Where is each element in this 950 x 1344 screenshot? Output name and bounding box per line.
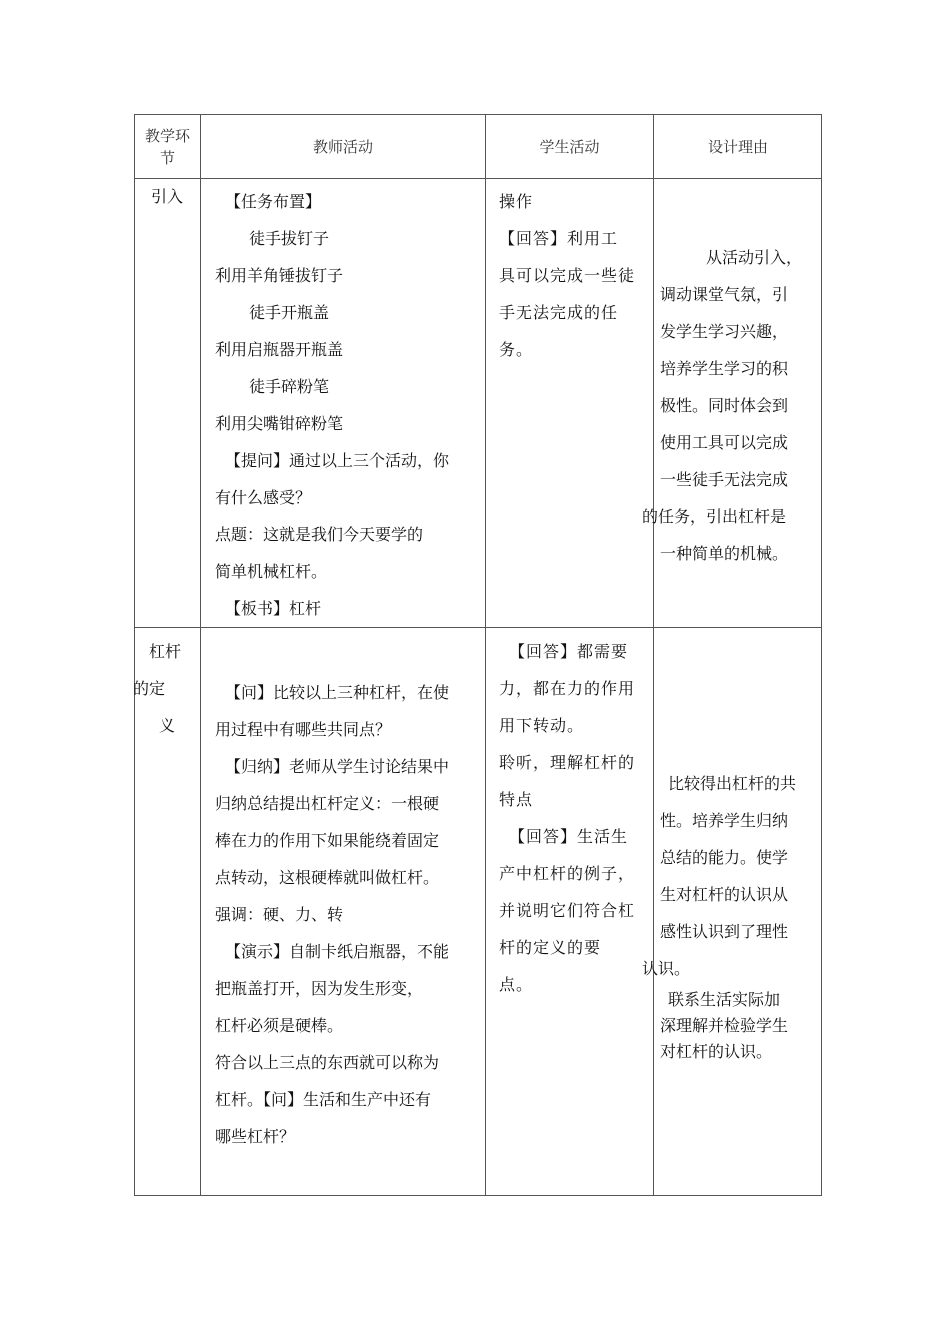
text-line: 哪些杠杆？ <box>215 1127 296 1146</box>
text-line: 【回答】都需要 <box>509 642 629 661</box>
text-line: 【回答】生活生 <box>509 827 629 846</box>
text-line: 从活动引入， <box>706 248 803 267</box>
design-reason-definition <box>642 765 797 1065</box>
text-line: 特点 <box>499 790 534 809</box>
text-line: 【演示】自制卡纸启瓶器，不能 <box>225 942 450 961</box>
text-line: 手无法完成的任 <box>499 303 619 322</box>
text-line: 义 <box>159 716 176 735</box>
text-line: 利用羊角锤拔钉子 <box>215 266 344 285</box>
text-line: 【回答】利用工 <box>499 229 619 248</box>
text-line: 培养学生学习的积 <box>660 359 789 378</box>
student-activity-definition <box>499 633 635 1003</box>
header-stage-line1: 教学环 <box>144 126 190 145</box>
text-line: 感性认识到了理性 <box>660 922 789 941</box>
text-line: 性。培养学生归纳 <box>660 811 789 830</box>
row-divider <box>135 627 821 628</box>
text-line: 棒在力的作用下如果能绕着固定 <box>215 831 440 850</box>
text-line: 【归纳】老师从学生讨论结果中 <box>225 757 450 776</box>
text-line: 总结的能力。使学 <box>660 848 789 867</box>
column-divider <box>653 115 654 1195</box>
header-reason: 设计理由 <box>707 138 768 156</box>
text-line: 【问】比较以上三种杠杆，在使 <box>225 683 450 702</box>
text-line: 把瓶盖打开，因为发生形变， <box>215 979 424 998</box>
text-line: 一些徒手无法完成 <box>660 470 789 489</box>
text-line: 点。 <box>499 975 534 994</box>
text-line: 具可以完成一些徒 <box>499 266 636 285</box>
text-line: 用下转动。 <box>499 716 585 735</box>
text-line: 【提问】通过以上三个活动，你 <box>225 451 450 470</box>
text-line: 联系生活实际加 <box>668 990 781 1009</box>
text-line: 生对杠杆的认识从 <box>660 885 789 904</box>
text-line: 利用启瓶器开瓶盖 <box>215 340 344 359</box>
text-line: 认识。 <box>642 959 691 978</box>
text-line: 一种简单的机械。 <box>660 544 789 563</box>
text-line: 务。 <box>499 340 534 359</box>
design-reason-intro <box>642 239 803 572</box>
text-line: 操作 <box>499 192 534 211</box>
teacher-activity-definition <box>215 674 449 1155</box>
header-stage <box>135 115 200 178</box>
text-line: 调动课堂气氛，引 <box>660 285 789 304</box>
text-line: 深理解并检验学生 <box>660 1016 789 1035</box>
text-line: 有什么感受？ <box>215 488 312 507</box>
text-line: 的定 <box>133 679 166 698</box>
text-line: 点转动，这根硬棒就叫做杠杆。 <box>215 868 440 887</box>
text-line: 点题：这就是我们今天要学的 <box>215 525 424 544</box>
text-line: 使用工具可以完成 <box>660 433 789 452</box>
text-line: 杠杆。【问】生活和生产中还有 <box>215 1090 432 1109</box>
text-line: 并说明它们符合杠 <box>499 901 636 920</box>
text-line: 产中杠杆的例子， <box>499 864 636 883</box>
header-student: 学生活动 <box>539 138 600 156</box>
teacher-activity-intro <box>215 183 449 627</box>
text-line: 符合以上三点的东西就可以称为 <box>215 1053 440 1072</box>
text-line: 归纳总结提出杠杆定义：一根硬 <box>215 794 440 813</box>
text-line: 极性。同时体会到 <box>660 396 789 415</box>
text-line: 对杠杆的认识。 <box>660 1042 773 1061</box>
header-teacher: 教师活动 <box>312 138 373 156</box>
text-line: 简单机械杠杆。 <box>215 562 328 581</box>
text-line: 杠杆必须是硬棒。 <box>215 1016 344 1035</box>
text-line: 聆听，理解杠杆的 <box>499 753 636 772</box>
text-line: 徒手开瓶盖 <box>249 303 330 322</box>
row-divider <box>135 178 821 179</box>
text-line: 强调：硬、力、转 <box>215 905 344 924</box>
text-line: 发学生学习兴趣， <box>660 322 789 341</box>
student-activity-intro <box>499 183 635 368</box>
text-line: 力，都在力的作用 <box>499 679 636 698</box>
text-line: 【任务布置】 <box>225 192 322 211</box>
text-line: 徒手碎粉笔 <box>249 377 330 396</box>
stage-intro: 引入 <box>151 187 184 206</box>
column-divider <box>485 115 486 1195</box>
text-line: 【板书】杠杆 <box>225 599 322 618</box>
text-line: 杆的定义的要 <box>499 938 602 957</box>
text-line: 杠杆 <box>149 642 182 661</box>
header-stage-line2: 节 <box>159 148 175 167</box>
text-line: 用过程中有哪些共同点？ <box>215 720 392 739</box>
stage-lever-definition <box>133 633 181 744</box>
text-line: 比较得出杠杆的共 <box>668 774 797 793</box>
text-line: 徒手拔钉子 <box>249 229 330 248</box>
text-line: 利用尖嘴钳碎粉笔 <box>215 414 344 433</box>
lesson-plan-table <box>134 114 822 1196</box>
text-line: 的任务，引出杠杆是 <box>642 507 787 526</box>
column-divider <box>200 115 201 1195</box>
